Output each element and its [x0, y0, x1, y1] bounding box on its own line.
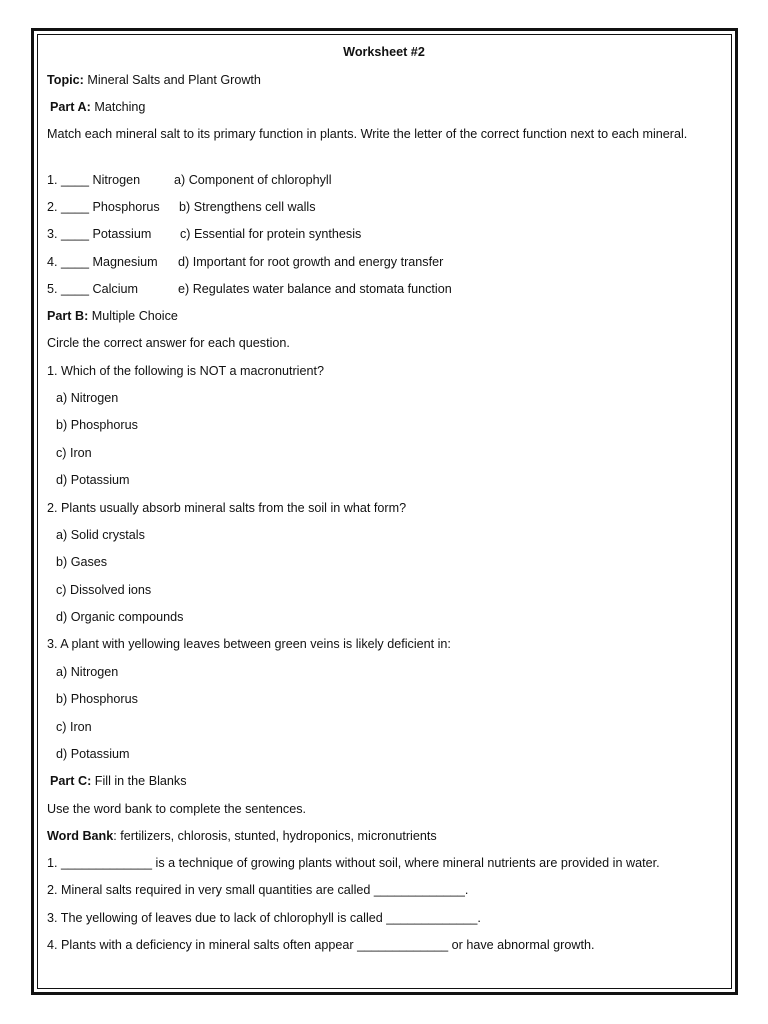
- matching-function: d) Important for root growth and energy transfer: [178, 255, 444, 269]
- part-c-label: Part C:: [50, 774, 92, 788]
- word-bank: [47, 828, 437, 844]
- part-a-label: Part A:: [50, 100, 91, 114]
- fill-blank-3: 3. The yellowing of leaves due to lack of chlorophyll is called _____________.: [47, 911, 481, 925]
- matching-mineral: 5. ____ Calcium: [47, 282, 139, 296]
- fill-blank-1: 1. _____________ is a technique of growing plants without soil, where mineral nutrients are provided in water.: [47, 856, 660, 870]
- matching-mineral: 4. ____ Magnesium: [47, 255, 158, 269]
- matching-mineral: 2. ____ Phosphorus: [47, 200, 160, 214]
- matching-item-1: [47, 172, 332, 188]
- question-option: b) Phosphorus: [56, 418, 138, 432]
- question-option: a) Nitrogen: [56, 391, 119, 405]
- fill-blank-4: 4. Plants with a deficiency in mineral salts often appear _____________ or have abnormal growth.: [47, 938, 595, 952]
- matching-item-5: [47, 281, 452, 297]
- part-c-title: Fill in the Blanks: [91, 774, 187, 788]
- question-option: b) Phosphorus: [56, 692, 138, 706]
- question-1: 1. Which of the following is NOT a macronutrient?: [47, 364, 324, 378]
- matching-function: e) Regulates water balance and stomata function: [178, 282, 452, 296]
- part-a-heading: [50, 99, 145, 115]
- matching-mineral: 1. ____ Nitrogen: [47, 173, 141, 187]
- question-option: d) Potassium: [56, 747, 130, 761]
- worksheet-title: Worksheet #2: [343, 45, 425, 59]
- question-3: 3. A plant with yellowing leaves between green veins is likely deficient in:: [47, 637, 451, 651]
- part-a-title: Matching: [90, 100, 146, 114]
- question-option: c) Dissolved ions: [56, 583, 152, 597]
- part-b-title: Multiple Choice: [88, 309, 178, 323]
- matching-item-4: [47, 254, 444, 270]
- word-bank-label: Word Bank: [47, 829, 114, 843]
- part-a-instructions: Match each mineral salt to its primary function in plants. Write the letter of the correct function next to each mineral.: [47, 127, 688, 141]
- topic-line: [47, 72, 261, 88]
- matching-function: c) Essential for protein synthesis: [180, 227, 362, 241]
- question-option: a) Solid crystals: [56, 528, 145, 542]
- question-option: a) Nitrogen: [56, 665, 119, 679]
- part-c-instructions: Use the word bank to complete the sentences.: [47, 802, 307, 816]
- topic-label: Topic:: [47, 73, 84, 87]
- matching-function: b) Strengthens cell walls: [179, 200, 316, 214]
- matching-mineral: 3. ____ Potassium: [47, 227, 152, 241]
- matching-function: a) Component of chlorophyll: [174, 173, 332, 187]
- matching-item-2: [47, 199, 316, 215]
- topic-text: Mineral Salts and Plant Growth: [83, 73, 261, 87]
- question-option: c) Iron: [56, 720, 92, 734]
- matching-item-3: [47, 226, 362, 242]
- word-bank-text: : fertilizers, chlorosis, stunted, hydroponics, micronutrients: [113, 829, 437, 843]
- question-2: 2. Plants usually absorb mineral salts from the soil in what form?: [47, 501, 407, 515]
- question-option: c) Iron: [56, 446, 92, 460]
- question-option: d) Potassium: [56, 473, 130, 487]
- part-b-heading: [47, 308, 178, 324]
- question-option: b) Gases: [56, 555, 108, 569]
- fill-blank-2: 2. Mineral salts required in very small quantities are called _____________.: [47, 883, 469, 897]
- part-b-instructions: Circle the correct answer for each question.: [47, 336, 290, 350]
- question-option: d) Organic compounds: [56, 610, 184, 624]
- part-c-heading: [50, 773, 187, 789]
- part-b-label: Part B:: [47, 309, 89, 323]
